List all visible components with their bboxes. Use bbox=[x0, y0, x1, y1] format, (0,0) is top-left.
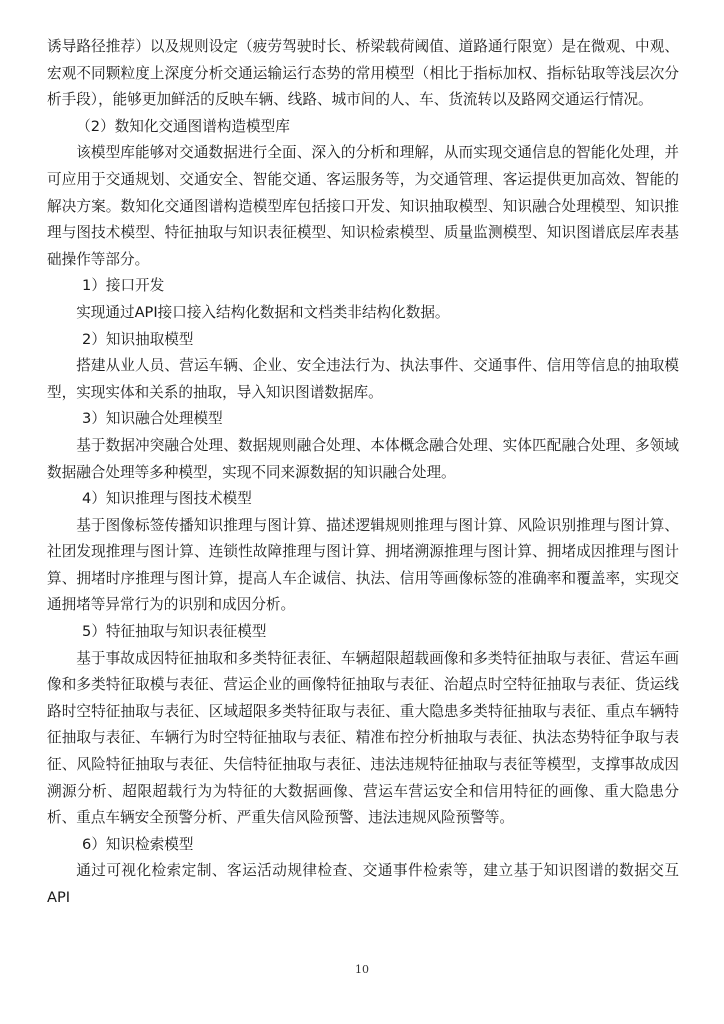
paragraph-retrieval: 通过可视化检索定制、客运活动规律检查、交通事件检索等，建立基于知识图谱的数据交互API bbox=[47, 862, 679, 906]
page-number: 10 bbox=[355, 963, 369, 976]
section-heading: （2）数知化交通图谱构造模型库 bbox=[76, 117, 290, 135]
paragraph-interface: 实现通过API接口接入结构化数据和文档类非结构化数据。 bbox=[76, 303, 450, 321]
subheading-feature: 5）特征抽取与知识表征模型 bbox=[82, 623, 267, 641]
paragraph-continuation: 诱导路径推荐）以及规则设定（疲劳驾驶时长、桥梁载荷阈值、道路通行限宽）是在微观、中观、宏观不同颗粒度上深度分析交通运输运行态势的常用模型（相比于指标加权、指标钻取等浅层次分析手段），能够更加鲜活的反映车辆、线路、城市间的人、车、货流转以及路网交通运行情况。 bbox=[47, 38, 679, 109]
subheading-interface: 1）接口开发 bbox=[82, 277, 165, 295]
paragraph-reasoning: 基于图像标签传播知识推理与图计算、描述逻辑规则推理与图计算、风险识别推理与图计算、社团发现推理与图计算、连锁性故障推理与图计算、拥堵溯源推理与图计算、拥堵成因推理与图计算、拥堵时序推理与图计算，提高人车企诚信、执法、信用等画像标签的准确率和覆盖率，实现交通拥堵等异常行为的识别和成因分析。 bbox=[47, 516, 679, 614]
paragraph-fusion: 基于数据冲突融合处理、数据规则融合处理、本体概念融合处理、实体匹配融合处理、多领域数据融合处理等多种模型，实现不同来源数据的知识融合处理。 bbox=[47, 436, 679, 481]
subheading-reasoning: 4）知识推理与图技术模型 bbox=[82, 490, 252, 508]
subheading-retrieval: 6）知识检索模型 bbox=[82, 835, 194, 853]
paragraph-extraction: 搭建从业人员、营运车辆、企业、安全违法行为、执法事件、交通事件、信用等信息的抽取模型，实现实体和关系的抽取，导入知识图谱数据库。 bbox=[47, 357, 679, 401]
paragraph-feature: 基于事故成因特征抽取和多类特征表征、车辆超限超载画像和多类特征抽取与表征、营运车画像和多类特征取模与表征、营运企业的画像特征抽取与表征、治超点时空特征抽取与表征、货运线路时空特征抽取与表征、区域超限多类特征取与表征、重大隐患多类特征抽取与表征、重点车辆特征抽取与表征、车辆行为时空特征抽取与表征、精准布控分析抽取与表征、执法态势特征争取与表征、风险特征抽取与表征、失信特征抽取与表征、违法违规特征抽取与表征等模型，支撑事故成因溯源分析、超限超载行为为特征的大数据画像、营运车营运安全和信用特征的画像、重大隐患分析、重点车辆安全预警分析、严重失信风险预警、违法违规风险预警等。 bbox=[47, 649, 679, 827]
page-content bbox=[47, 34, 679, 912]
subheading-extraction: 2）知识抽取模型 bbox=[82, 330, 194, 348]
paragraph-model-library: 该模型库能够对交通数据进行全面、深入的分析和理解，从而实现交通信息的智能化处理，并可应用于交通规划、交通安全、智能交通、客运服务等，为交通管理、客运提供更加高效、智能的解决方案。数知化交通图谱构造模型库包括接口开发、知识抽取模型、知识融合处理模型、知识推理与图技术模型、特征抽取与知识表征模型、知识检索模型、质量监测模型、知识图谱底层库表基础操作等部分。 bbox=[47, 144, 679, 268]
subheading-fusion: 3）知识融合处理模型 bbox=[82, 410, 223, 428]
